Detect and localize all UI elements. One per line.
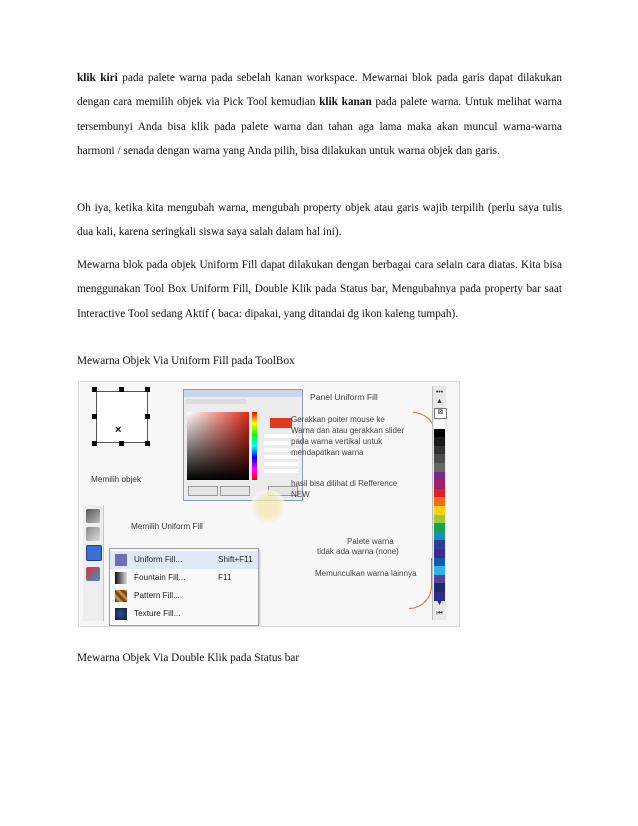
dialog-tabs (186, 399, 246, 404)
menu-item-shortcut: Shift+F11 (218, 555, 253, 564)
selection-handle (92, 387, 97, 392)
dialog-button (220, 486, 250, 496)
color-palette (432, 386, 446, 620)
no-color-swatch-icon[interactable]: ⊠ (434, 408, 447, 419)
select-object-caption: Memilih objek (91, 475, 142, 484)
pen-tool-icon (86, 509, 100, 523)
selected-object (96, 391, 148, 443)
palette-more-colors-icon[interactable]: ⏮ (436, 610, 443, 617)
pattern-fill-icon (115, 590, 127, 602)
paragraph-1 (77, 66, 562, 164)
menu-item-shortcut: F11 (218, 573, 232, 582)
paragraph-1-part-2: pada palete warna. Untuk melihat warna tersembunyi Anda bisa klik pada palete warna dan tahan aga lama maka akan muncul warna-warna harmoni / senada dengan warna yang Anda pilih, bisa dilakukan untuk warna objek dan garis. (77, 96, 563, 158)
color-spectrum (187, 412, 249, 480)
menu-item-label: Fountain Fill... (134, 573, 186, 582)
paragraph-3: Mewarna blok pada objek Uniform Fill dapat dilakukan dengan berbagai cara selain cara diatas. Kita bisa menggunakan Tool Box Uniform Fill, Double Klik pada Status bar, Mengubahnya pada property bar saat Interactive Tool sedang Aktif ( baca: dipakai, yang ditandai dg ikon kaleng tumpah). (77, 259, 562, 320)
palette-annotation: Palete warna (347, 537, 394, 546)
interactive-fill-icon (86, 567, 100, 581)
texture-fill-icon (115, 608, 127, 620)
panel-title-annotation: Panel Uniform Fill (310, 392, 378, 402)
bold-klik-kiri: klik kiri (77, 72, 118, 84)
menu-item-pattern-fill[interactable] (110, 587, 258, 605)
dialog-button (188, 486, 218, 496)
menu-item-label: Uniform Fill... (134, 555, 183, 564)
uniform-fill-icon (115, 554, 127, 566)
menu-item-label: Pattern Fill... (134, 591, 180, 600)
annotation-arrow (409, 558, 432, 609)
outline-tool-icon (86, 527, 100, 541)
paragraph-2: Oh iya, ketika kita mengubah warna, mengubah property objek atau garis wajib terpilih (perlu saya tulis dua kali, karena seringkali siswa saya salah dalam hal ini). (77, 202, 562, 239)
none-color-annotation: tidak ada warna (none) (317, 547, 399, 556)
dialog-title-bar (184, 390, 302, 397)
select-uniform-fill-caption: Memilih Uniform Fill (131, 522, 203, 531)
result-annotation: hasil bisa dilihat di Refference NEW (291, 479, 398, 499)
toolbox (83, 505, 104, 621)
selection-handle (145, 414, 150, 419)
watermark-logo (251, 490, 285, 524)
selection-handle (145, 441, 150, 446)
selection-handle (92, 414, 97, 419)
fountain-fill-icon (115, 572, 127, 584)
center-x-mark: × (115, 424, 122, 436)
bold-klik-kanan: klik kanan (319, 96, 372, 109)
section-heading-toolbox: Mewarna Objek Via Uniform Fill pada ToolBox (77, 355, 295, 367)
selection-handle (92, 441, 97, 446)
menu-item-texture-fill[interactable] (110, 605, 258, 623)
fill-tool-icon (86, 545, 102, 561)
hue-slider (252, 412, 257, 480)
paragraph-1-part-1: pada palete warna pada sebelah kanan workspace. Mewarnai blok pada garis dapat dilakukan dengan cara memilih objek via Pick Tool kemudian (77, 72, 562, 109)
selection-handle (145, 387, 150, 392)
menu-item-fountain-fill[interactable] (110, 569, 258, 587)
more-colors-annotation: Memunculkan warna lainnya (315, 569, 417, 578)
menu-item-uniform-fill[interactable] (110, 551, 258, 569)
selection-handle (119, 441, 124, 446)
instructions-annotation: Gerakkan poiter mouse ke Warna dan atau gerakkan slider pada warna vertikal untuk mendapatkan warna (291, 415, 405, 457)
palette-menu-icon[interactable]: ••• (435, 389, 444, 396)
fill-flyout-menu (109, 548, 259, 626)
selection-handle (119, 387, 124, 392)
menu-item-label: Texture Fill... (134, 609, 181, 618)
uniform-fill-illustration (78, 381, 460, 627)
section-heading-status-bar: Mewarna Objek Via Double Klik pada Status bar (77, 652, 300, 664)
reference-new-swatch (270, 418, 292, 428)
palette-scroll-down-icon[interactable]: ▼ (436, 600, 443, 607)
uniform-fill-dialog (183, 389, 303, 501)
palette-scroll-up-icon[interactable]: ▲ (436, 398, 443, 405)
